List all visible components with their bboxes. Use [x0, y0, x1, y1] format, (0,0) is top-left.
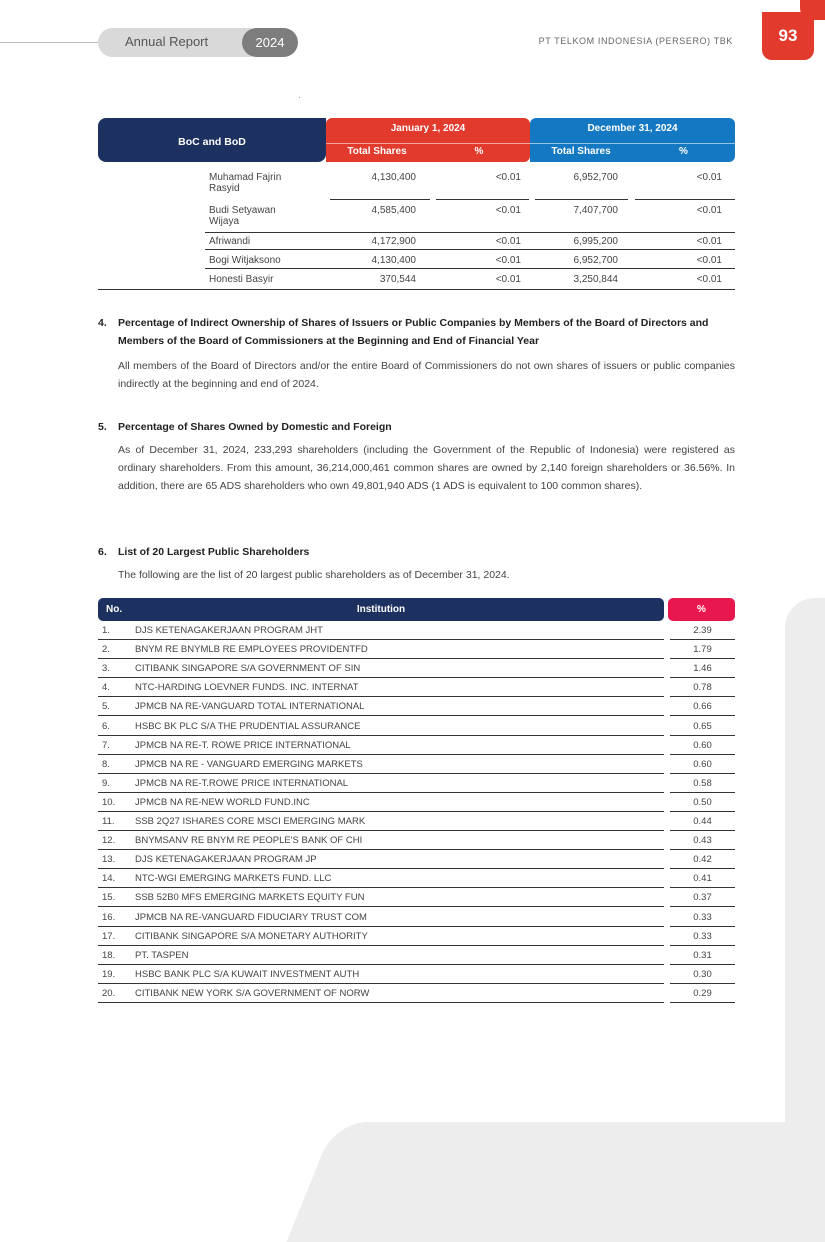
institution-name: BNYMSANV RE BNYM RE PEOPLE'S BANK OF CHI: [135, 835, 363, 847]
dec-pct-header: %: [679, 146, 688, 157]
row-rule: [205, 249, 735, 250]
row-number: 4.: [102, 682, 110, 694]
pct-header: %: [668, 598, 735, 621]
row-rule: [670, 639, 735, 640]
institution-name: PT. TASPEN: [135, 949, 189, 961]
table-row: [98, 967, 735, 984]
row-rule: [98, 868, 664, 869]
section-6-body: The following are the list of 20 largest public shareholders as of December 31, 2024.: [118, 569, 510, 581]
institution-name: CITIBANK NEW YORK S/A GOVERNMENT OF NORW: [135, 987, 370, 999]
row-rule: [670, 964, 735, 965]
row-number: 13.: [102, 854, 116, 866]
dec-pct: <0.01: [696, 274, 722, 285]
row-rule: [436, 199, 529, 200]
ownership-pct: 0.78: [693, 682, 712, 694]
person-name: Budi Setyawan Wijaya: [209, 205, 276, 227]
section-4-heading: [98, 314, 735, 350]
row-number: 12.: [102, 835, 116, 847]
table-row: [98, 871, 735, 888]
ownership-pct: 0.60: [693, 739, 712, 751]
table-row: [98, 623, 735, 640]
table-row: [98, 680, 735, 697]
table-bottom-rule: [98, 289, 735, 290]
row-rule: [98, 811, 664, 812]
row-number: 2.: [102, 644, 110, 656]
row-rule: [670, 773, 735, 774]
section-4-body: All members of the Board of Directors and/or the entire Board of Commissioners do not own shares of issuers or public companies indirectly at the beginning and end of 2024.: [118, 360, 735, 390]
ownership-pct: 0.42: [693, 854, 712, 866]
speck: [299, 97, 300, 98]
ownership-pct: 0.60: [693, 758, 712, 770]
row-rule: [98, 735, 664, 736]
row-number: 19.: [102, 968, 116, 980]
jan-total-shares: 4,130,400: [371, 255, 416, 266]
row-rule: [98, 964, 664, 965]
table-row: [98, 642, 735, 659]
ownership-pct: 0.44: [693, 816, 712, 827]
person-name: Afriwandi: [209, 236, 251, 247]
row-rule: [98, 696, 664, 697]
row-number: 1.: [102, 625, 110, 636]
jan-pct: <0.01: [495, 172, 521, 183]
institution-header: Institution: [356, 604, 406, 615]
background-shape-right: [785, 598, 825, 1128]
ownership-pct: 0.65: [693, 720, 712, 732]
company-name: PT TELKOM INDONESIA (PERSERO) TBK: [538, 36, 733, 46]
institution-name: SSB 52B0 MFS EMERGING MARKETS EQUITY FUN: [135, 892, 365, 904]
shares-row: [205, 236, 735, 250]
row-rule: [98, 715, 664, 716]
jan-pct: <0.01: [495, 274, 521, 285]
page-number: 93: [762, 12, 814, 60]
row-rule: [98, 945, 664, 946]
row-rule: [670, 868, 735, 869]
institution-name: DJS KETENAGAKERJAAN PROGRAM JP: [135, 854, 317, 866]
row-rule: [98, 887, 664, 888]
jan-total-shares-header: Total Shares: [347, 146, 407, 157]
ownership-pct: 0.50: [693, 796, 712, 808]
institution-name: JPMCB NA RE - VANGUARD EMERGING MARKETS: [135, 758, 363, 770]
row-rule: [670, 945, 735, 946]
row-rule: [635, 199, 735, 200]
row-number: 15.: [102, 892, 116, 904]
jan-pct: <0.01: [495, 255, 521, 266]
header-divider: [530, 143, 735, 144]
institution-name: JPMCB NA RE-T.ROWE PRICE INTERNATIONAL: [135, 777, 349, 789]
row-number: 9.: [102, 777, 110, 789]
dec-total-shares-header: Total Shares: [551, 146, 611, 157]
institution-name: NTC-HARDING LOEVNER FUNDS. INC. INTERNAT: [135, 682, 359, 694]
row-rule: [98, 849, 664, 850]
jan-total-shares: 4,585,400: [371, 205, 416, 216]
section-number: 6.: [98, 546, 107, 558]
table-row: [98, 699, 735, 716]
row-number: 3.: [102, 663, 110, 675]
ownership-pct: 0.30: [693, 968, 712, 980]
table-row: [98, 719, 735, 736]
section-5-body: As of December 31, 2024, 233,293 shareholders (including the Government of the Republic of Indonesia) were registered as ordinary shareholders. From this amount, 36,214,000,461 common shares are owned by 2,140 foreign shareholders or 36.56%. In addition, there are 65 ADS shareholders who own 49,801,940 ADS (1 ADS is equivalent to 100 common shares).: [118, 444, 735, 492]
person-name: Muhamad Fajrin Rasyid: [209, 172, 282, 194]
shares-row: [205, 172, 735, 200]
january-header-group: [326, 118, 530, 162]
row-rule: [98, 792, 664, 793]
background-shape-bottom: [287, 1122, 825, 1242]
jan-total-shares: 370,544: [379, 274, 416, 285]
section-number: 4.: [98, 317, 107, 329]
row-number: 18.: [102, 949, 116, 961]
institution-name: JPMCB NA RE-VANGUARD FIDUCIARY TRUST COM: [135, 911, 367, 923]
row-rule: [98, 658, 664, 659]
jan-total-shares: 4,172,900: [371, 236, 416, 247]
row-rule: [98, 773, 664, 774]
december-header-group: [530, 118, 735, 162]
row-number: 17.: [102, 930, 116, 942]
jan-pct: <0.01: [495, 236, 521, 247]
no-header: No.: [106, 604, 123, 615]
row-rule: [330, 199, 430, 200]
row-rule: [670, 830, 735, 831]
dec-total-shares: 6,952,700: [573, 255, 618, 266]
table-row: [98, 890, 735, 907]
row-rule: [670, 887, 735, 888]
annual-report-label: Annual Report: [125, 34, 209, 49]
row-rule: [98, 1002, 664, 1003]
annual-report-pill: [98, 28, 263, 57]
table-row: [98, 776, 735, 793]
section-number: 5.: [98, 421, 107, 433]
dec-pct: <0.01: [696, 172, 722, 183]
institution-name: DJS KETENAGAKERJAAN PROGRAM JHT: [135, 625, 323, 636]
dec-pct: <0.01: [696, 236, 722, 247]
row-number: 10.: [102, 796, 116, 808]
table-row: [98, 757, 735, 774]
shareholders-header: [98, 598, 664, 621]
december-header: December 31, 2024: [587, 123, 678, 134]
institution-name: SSB 2Q27 ISHARES CORE MSCI EMERGING MARK: [135, 816, 366, 827]
row-rule: [670, 1002, 735, 1003]
row-number: 5.: [102, 701, 110, 713]
row-rule: [205, 268, 735, 269]
section-title: Percentage of Indirect Ownership of Shares of Issuers or Public Companies by Members of the Board of Directors and Members of the Board of Commissioners at the Beginning and End of Financial Year: [118, 317, 709, 347]
ownership-pct: 0.33: [693, 911, 712, 923]
row-rule: [670, 677, 735, 678]
ownership-pct: 2.39: [693, 625, 712, 636]
jan-pct-header: %: [474, 146, 484, 157]
institution-name: JPMCB NA RE-NEW WORLD FUND.INC: [135, 796, 310, 808]
ownership-pct: 0.37: [693, 892, 712, 904]
boc-bod-header: BoC and BoD: [98, 118, 326, 162]
jan-pct: <0.01: [495, 205, 521, 216]
dec-total-shares: 6,952,700: [573, 172, 618, 183]
person-name: Honesti Basyir: [209, 274, 274, 285]
row-number: 16.: [102, 911, 116, 923]
ownership-pct: 0.66: [693, 701, 712, 713]
ownership-pct: 0.41: [693, 873, 712, 885]
section-title: List of 20 Largest Public Shareholders: [118, 546, 310, 558]
table-row: [98, 948, 735, 965]
institution-name: BNYM RE BNYMLB RE EMPLOYEES PROVIDENTFD: [135, 644, 368, 656]
row-number: 11.: [102, 816, 115, 827]
table-row: [98, 833, 735, 850]
january-header: January 1, 2024: [390, 123, 466, 134]
row-rule: [670, 906, 735, 907]
row-rule: [670, 811, 735, 812]
table-row: [98, 795, 735, 812]
institution-name: JPMCB NA RE-VANGUARD TOTAL INTERNATIONAL: [135, 701, 365, 713]
institution-name: HSBC BANK PLC S/A KUWAIT INVESTMENT AUTH: [135, 968, 360, 980]
row-number: 7.: [102, 739, 110, 751]
ownership-pct: 0.43: [693, 835, 712, 847]
table-row: [98, 910, 735, 927]
row-rule: [670, 754, 735, 755]
row-rule: [535, 199, 628, 200]
row-rule: [670, 849, 735, 850]
row-rule: [98, 926, 664, 927]
row-rule: [98, 677, 664, 678]
dec-total-shares: 7,407,700: [573, 205, 618, 216]
row-rule: [670, 983, 735, 984]
shares-row: [205, 274, 735, 288]
dec-total-shares: 6,995,200: [573, 236, 618, 247]
institution-name: NTC-WGI EMERGING MARKETS FUND. LLC: [135, 873, 332, 885]
header-divider: [326, 143, 530, 144]
ownership-pct: 0.29: [693, 987, 712, 999]
dec-total-shares: 3,250,844: [573, 274, 618, 285]
ownership-pct: 1.79: [693, 644, 712, 656]
row-rule: [670, 696, 735, 697]
jan-total-shares: 4,130,400: [371, 172, 416, 183]
row-rule: [670, 792, 735, 793]
table-row: [98, 814, 735, 831]
row-number: 14.: [102, 873, 116, 885]
row-number: 6.: [102, 720, 110, 732]
dec-pct: <0.01: [696, 255, 722, 266]
header-rule: [0, 42, 100, 43]
institution-name: JPMCB NA RE-T. ROWE PRICE INTERNATIONAL: [135, 739, 351, 751]
table-row: [98, 738, 735, 755]
table-row: [98, 986, 735, 1003]
row-rule: [670, 735, 735, 736]
section-title: Percentage of Shares Owned by Domestic and Foreign: [118, 421, 392, 433]
ownership-pct: 1.46: [693, 663, 712, 675]
row-rule: [98, 639, 664, 640]
table-row: [98, 929, 735, 946]
table-row: [98, 661, 735, 678]
section-6-heading: [98, 543, 735, 561]
row-rule: [670, 658, 735, 659]
row-rule: [205, 232, 735, 233]
shares-row: [205, 205, 735, 233]
person-name: Bogi Witjaksono: [209, 255, 281, 266]
section-5-heading: [98, 418, 735, 436]
row-rule: [670, 715, 735, 716]
row-rule: [98, 906, 664, 907]
row-rule: [98, 830, 664, 831]
ownership-pct: 0.33: [693, 930, 712, 942]
institution-name: CITIBANK SINGAPORE S/A MONETARY AUTHORITY: [135, 930, 368, 942]
row-rule: [98, 754, 664, 755]
shares-row: [205, 255, 735, 269]
row-rule: [98, 983, 664, 984]
year-pill: 2024: [242, 28, 298, 57]
row-rule: [670, 926, 735, 927]
dec-pct: <0.01: [696, 205, 722, 216]
ownership-pct: 0.31: [693, 949, 712, 961]
row-number: 8.: [102, 758, 110, 770]
institution-name: HSBC BK PLC S/A THE PRUDENTIAL ASSURANCE: [135, 720, 361, 732]
row-number: 20.: [102, 987, 116, 999]
table-row: [98, 852, 735, 869]
ownership-pct: 0.58: [693, 777, 712, 789]
institution-name: CITIBANK SINGAPORE S/A GOVERNMENT OF SIN: [135, 663, 361, 675]
